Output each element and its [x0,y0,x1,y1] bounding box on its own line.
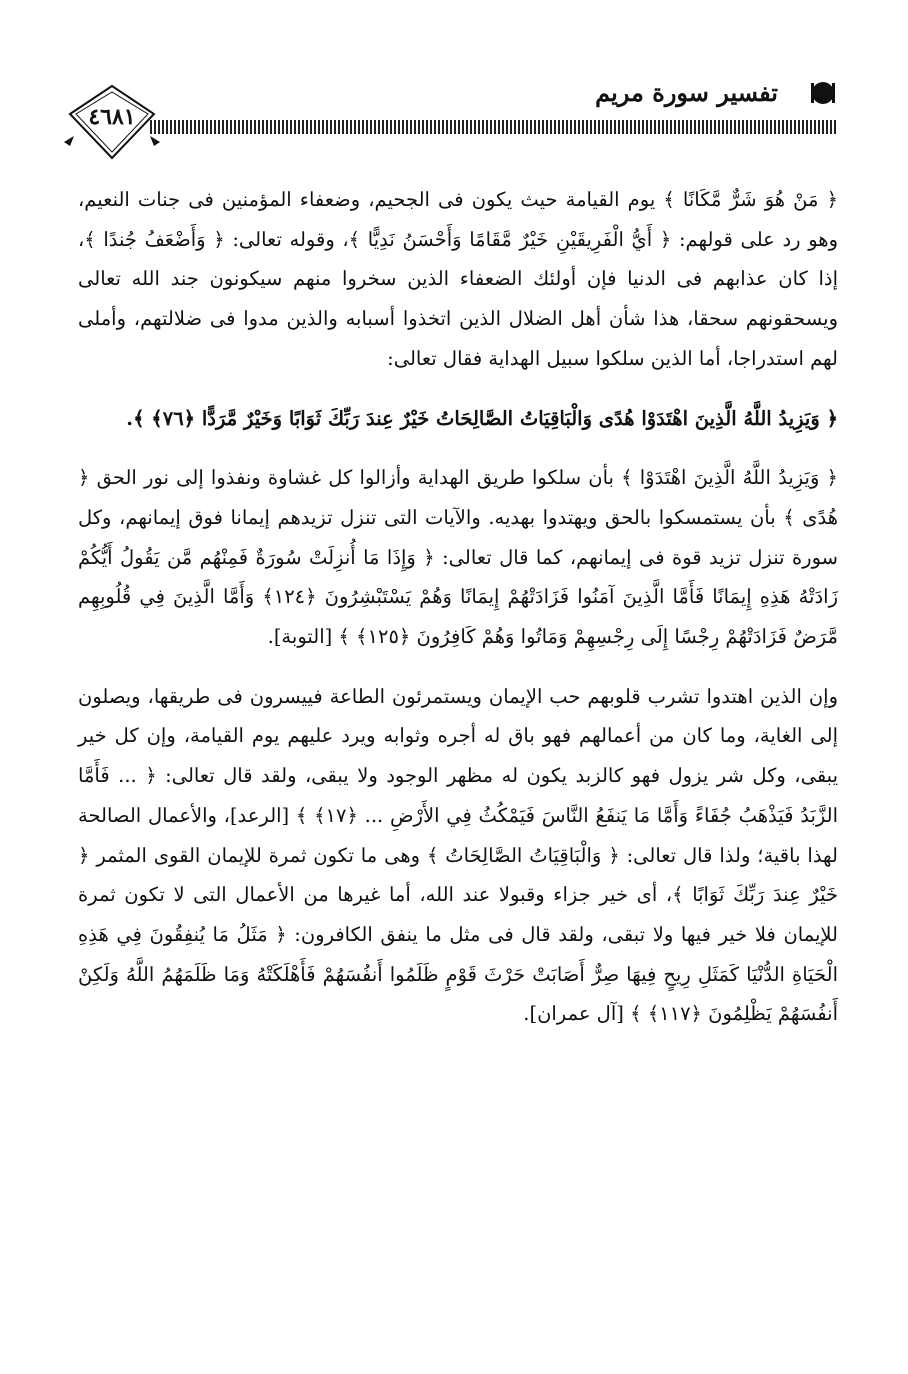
paragraph: وإن الذين اهتدوا تشرب قلوبهم حب الإيمان ويستمرئون الطاعة فييسرون فى طريقها، ويصلون إلى الغاية، وما كان من أعمالهم فهو باق له أجره وثوابه ويرد عليهم يوم القيامة، وإن كل خير يبقى، وكل شر يزول فهو كالزبد يكون له مظهر الوجود ولا يبقى، ولقد قال تعالى: ﴿ ... فَأَمَّا الزَّبَدُ فَيَذْهَبُ جُفَاءً وَأَمَّا مَا يَنفَعُ النَّاسَ فَيَمْكُثُ فِي الأَرْضِ ... ﴿١٧﴾ ﴾ [الرعد]، والأعمال الصالحة لهذا باقية؛ ولذا قال تعالى: ﴿ وَالْبَاقِيَاتُ الصَّالِحَاتُ ﴾ وهى ما تكون ثمرة للإيمان القوى المثمر ﴿ خَيْرٌ عِندَ رَبِّكَ ثَوَابًا ﴾، أى خير جزاء وقبولا عند الله، أما غيرها من الأعمال التى لا تكون ثمرة للإيمان فلا خير فيها ولا تبقى، ولقد قال فى مثل ما ينفق الكافرون: ﴿ مَثَلُ مَا يُنفِقُونَ فِي هَذِهِ الْحَيَاةِ الدُّنْيَا كَمَثَلِ رِيحٍ فِيهَا صِرٌّ أَصَابَتْ حَرْثَ قَوْمٍ ظَلَمُوا أَنفُسَهُمْ فَأَهْلَكَتْهُ وَمَا ظَلَمَهُمُ اللَّهُ وَلَكِنْ أَنفُسَهُمْ يَظْلِمُونَ ﴿١١٧﴾ ﴾ [آل عمران]. [78,684,838,1026]
body-text [78,180,838,1034]
page-number: ٤٦٨١ [88,104,136,130]
heading-ornament-icon [808,78,838,112]
page-header [0,0,908,160]
verse-block: ﴿ وَيَزِيدُ اللَّهُ الَّذِينَ اهْتَدَوْا هُدًى وَالْبَاقِيَاتُ الصَّالِحَاتُ خَيْرٌ عِندَ رَبِّكَ ثَوَابًا وَخَيْرٌ مَّرَدًّا ﴿٧٦﴾ ﴾. [126,406,838,430]
page-number-badge [62,84,162,164]
chapter-title: تفسير سورة مريم [595,78,778,107]
paragraph: ﴿ وَيَزِيدُ اللَّهُ الَّذِينَ اهْتَدَوْا ﴾ بأن سلكوا طريق الهداية وأزالوا كل غشاوة ونفذوا إلى نور الحق ﴿ هُدًى ﴾ بأن يستمسكوا بالحق ويهتدوا بهديه. والآيات التى تنزل تزيدهم إيمانا فوق إيمانهم، وكل سورة تنزل تزيد قوة فى إيمانهم، كما قال تعالى: ﴿ وَإِذَا مَا أُنزِلَتْ سُورَةٌ فَمِنْهُم مَّن يَقُولُ أَيُّكُمْ زَادَتْهُ هَذِهِ إِيمَانًا فَأَمَّا الَّذِينَ آمَنُوا فَزَادَتْهُمْ إِيمَانًا وَهُمْ يَسْتَبْشِرُونَ ﴿١٢٤﴾ وَأَمَّا الَّذِينَ فِي قُلُوبِهِم مَّرَضٌ فَزَادَتْهُمْ رِجْسًا إِلَى رِجْسِهِمْ وَمَاتُوا وَهُمْ كَافِرُونَ ﴿١٢٥﴾ ﴾ [التوبة]. [78,466,838,649]
header-rule [150,120,838,134]
paragraph: ﴿ مَنْ هُوَ شَرٌّ مَّكَانًا ﴾ يوم القيامة حيث يكون فى الجحيم، وضعفاء المؤمنين فى جنات النعيم، وهو رد على قولهم: ﴿ أَيُّ الْفَرِيقَيْنِ خَيْرٌ مَّقَامًا وَأَحْسَنُ نَدِيًّا ﴾، وقوله تعالى: ﴿ وَأَضْعَفُ جُندًا ﴾، إذا كان عذابهم فى الدنيا فإن أولئك الضعفاء الذين سخروا منهم سيكونون جند الله تعالى ويسحقونهم سحقا، هذا شأن أهل الضلال الذين اتخذوا أسبابه والذين مدوا فى ضلالتهم، وأملى لهم استدراجا، أما الذين سلكوا سبيل الهداية فقال تعالى: [78,188,838,370]
